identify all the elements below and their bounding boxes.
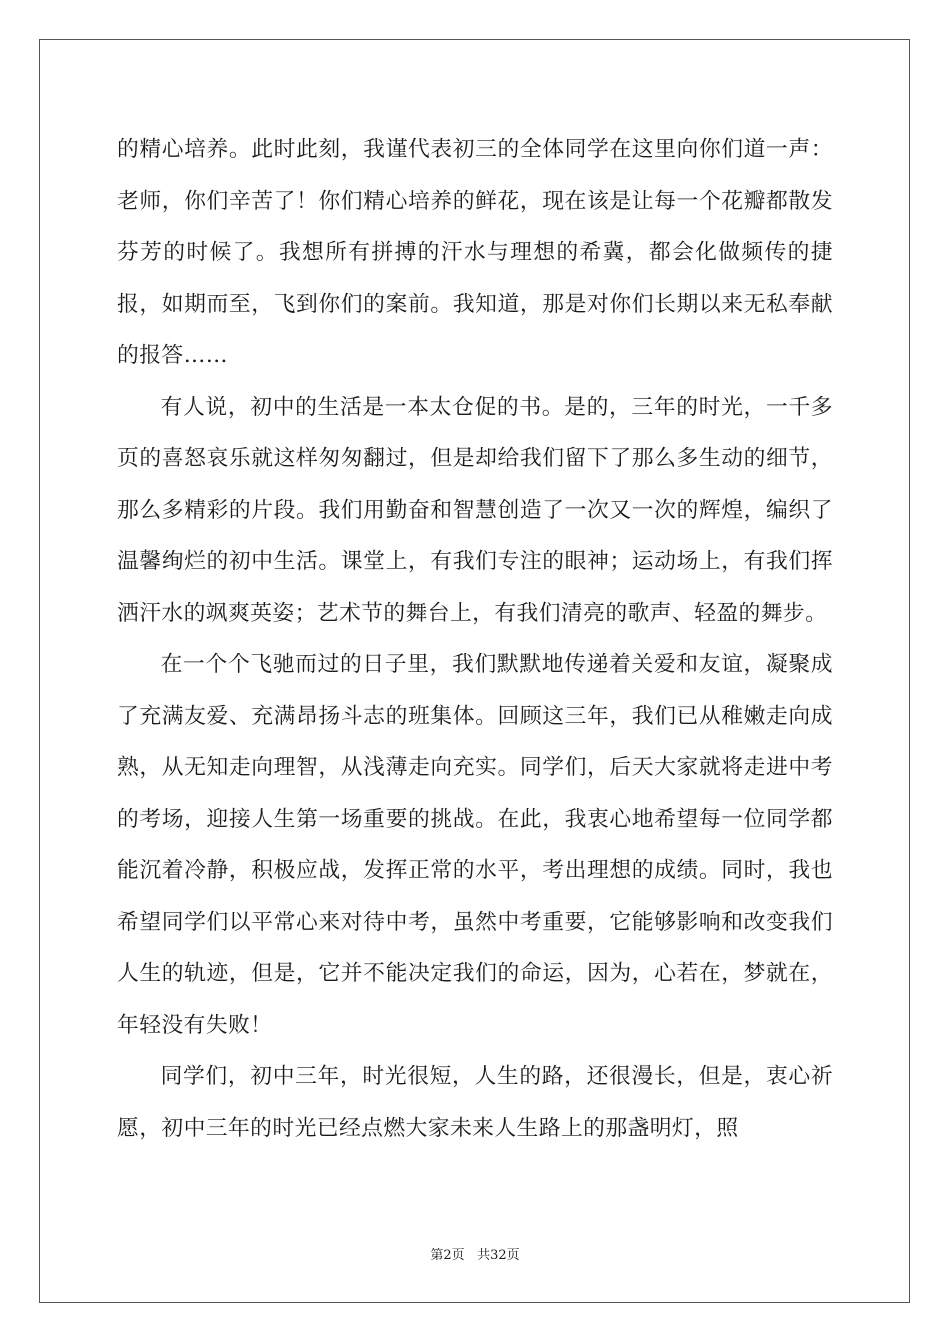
- page-number: 第2页: [430, 1248, 465, 1263]
- total-pages: 共32页: [477, 1248, 520, 1263]
- document-body: [117, 124, 833, 1154]
- paragraph-4: 同学们，初中三年，时光很短，人生的路，还很漫长，但是，衷心祈愿，初中三年的时光已经点燃大家未来人生路上的那盏明灯，照: [117, 1064, 833, 1141]
- paragraph-3: 在一个个飞驰而过的日子里，我们默默地传递着关爱和友谊，凝聚成了充满友爱、充满昂扬斗志的班集体。回顾这三年，我们已从稚嫩走向成熟，从无知走向理智，从浅薄走向充实。同学们，后天大家就将走进中考的考场，迎接人生第一场重要的挑战。在此，我衷心地希望每一位同学都能沉着冷静，积极应战，发挥正常的水平，考出理想的成绩。同时，我也希望同学们以平常心来对待中考，虽然中考重要，它能够影响和改变我们人生的轨迹，但是，它并不能决定我们的命运，因为，心若在，梦就在，年轻没有失败！: [117, 652, 833, 1038]
- paragraph-1: 的精心培养。此时此刻，我谨代表初三的全体同学在这里向你们道一声：老师，你们辛苦了！你们精心培养的鲜花，现在该是让每一个花瓣都散发芬芳的时候了。我想所有拼搏的汗水与理想的希冀，都会化做频传的捷报，如期而至，飞到你们的案前。我知道，那是对你们长期以来无私奉献的报答……: [117, 137, 833, 368]
- page-footer: [0, 1247, 950, 1265]
- paragraph-2: 有人说，初中的生活是一本太仓促的书。是的，三年的时光，一千多页的喜怒哀乐就这样匆匆翻过，但是却给我们留下了那么多生动的细节，那么多精彩的片段。我们用勤奋和智慧创造了一次又一次的辉煌，编织了温馨绚烂的初中生活。课堂上，有我们专注的眼神；运动场上，有我们挥洒汗水的飒爽英姿；艺术节的舞台上，有我们清亮的歌声、轻盈的舞步。: [117, 394, 833, 626]
